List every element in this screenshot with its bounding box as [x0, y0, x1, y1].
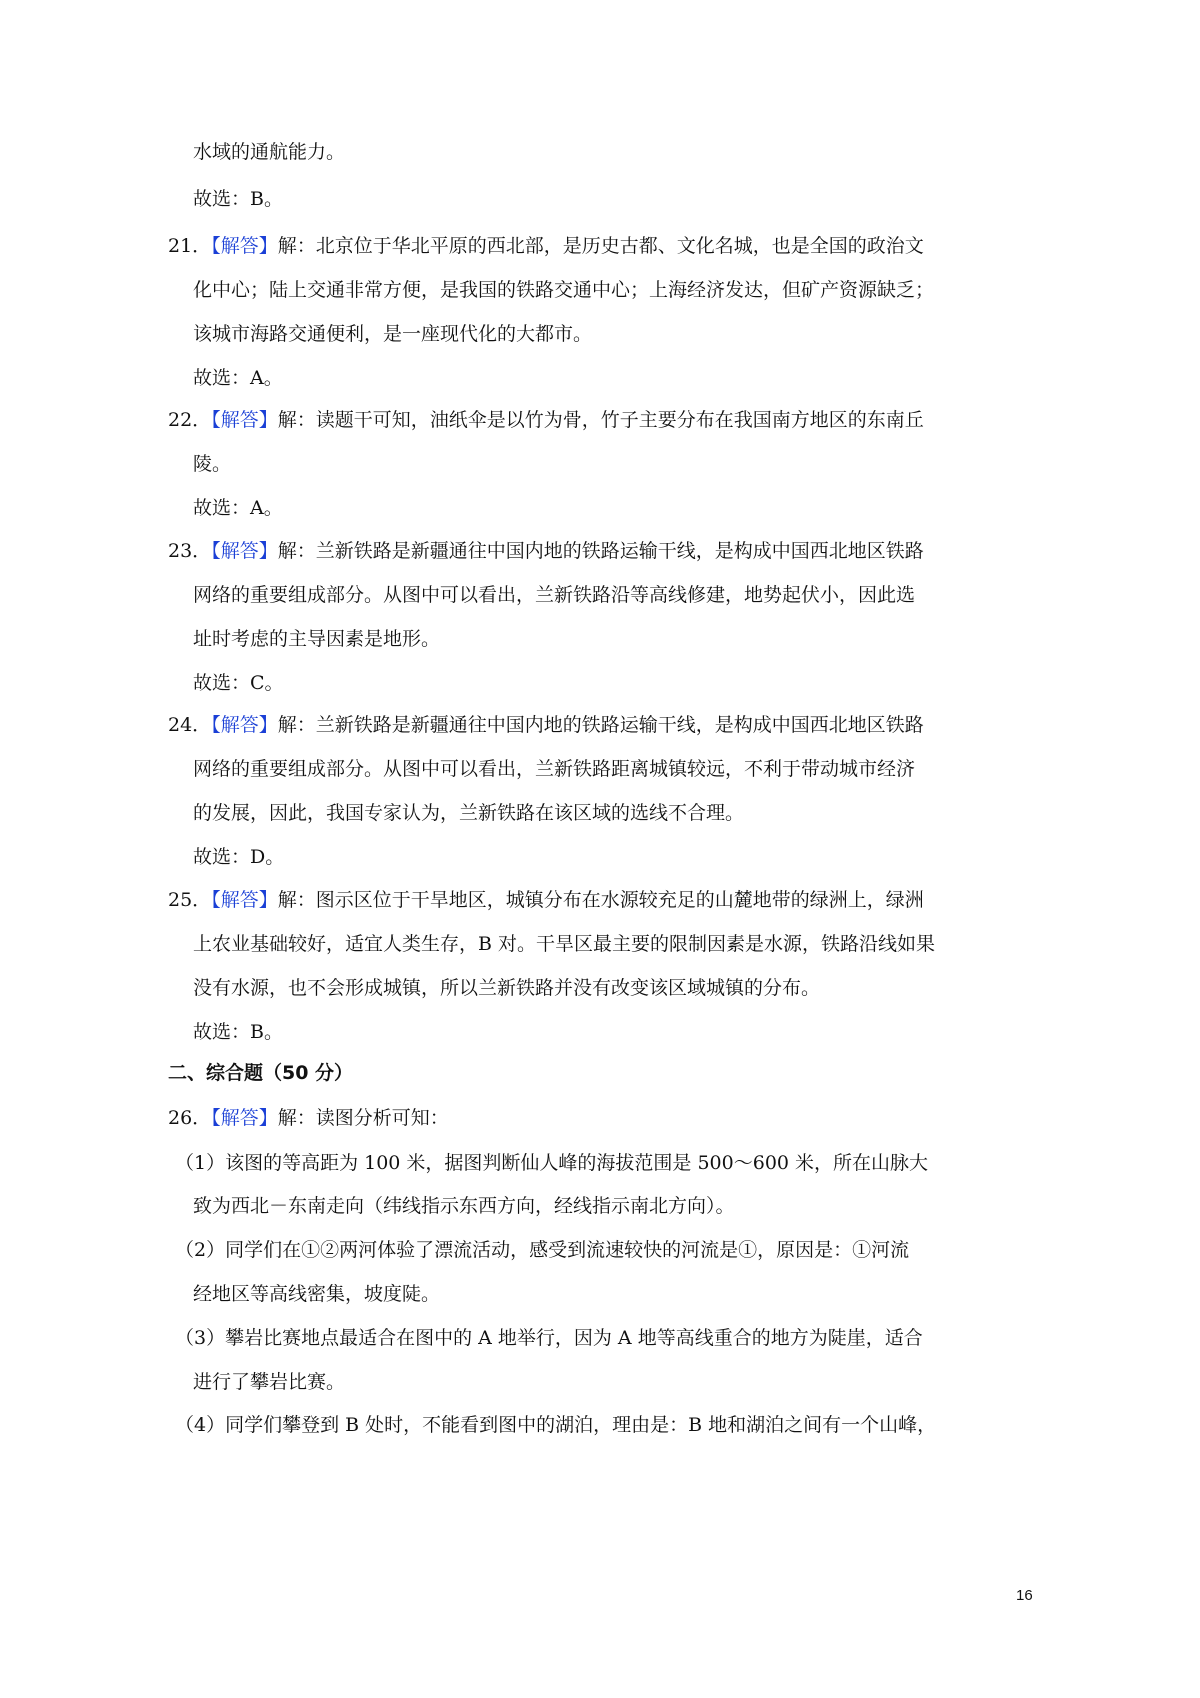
text-line: 解：兰新铁路是新疆通往中国内地的铁路运输干线，是构成中国西北地区铁路: [277, 714, 924, 736]
answer-tag: 【解答】: [211, 235, 278, 257]
text-line: 进行了攀岩比赛。: [193, 1371, 346, 1393]
answer-tag: 【解答】: [211, 409, 278, 431]
text-line: 解：兰新铁路是新疆通往中国内地的铁路运输干线，是构成中国西北地区铁路: [277, 540, 924, 562]
text-line: 上农业基础较好，适宜人类生存，B 对。干旱区最主要的限制因素是水源，铁路沿线如果: [193, 933, 936, 955]
text-line: 的发展，因此，我国专家认为，兰新铁路在该区域的选线不合理。: [193, 802, 745, 824]
answer-line: 故选：B。: [193, 188, 283, 210]
text-line: （3）攀岩比赛地点最适合在图中的 A 地举行，因为 A 地等高线重合的地方为陡崖，适合: [175, 1327, 923, 1349]
answer-line: 故选：B。: [193, 1021, 283, 1043]
text-line: 址时考虑的主导因素是地形。: [193, 628, 441, 650]
text-line: 没有水源，也不会形成城镇，所以兰新铁路并没有改变该区域城镇的分布。: [193, 977, 821, 999]
text-line: 致为西北－东南走向（纬线指示东西方向，经线指示南北方向）。: [193, 1195, 735, 1217]
question-23: [168, 538, 924, 564]
question-number: 21．: [168, 235, 212, 257]
text-line: 解：北京位于华北平原的西北部，是历史古都、文化名城，也是全国的政治文: [277, 235, 924, 257]
text-line: 网络的重要组成部分。从图中可以看出，兰新铁路沿等高线修建，地势起伏小，因此选: [193, 584, 916, 606]
question-number: 22．: [168, 409, 212, 431]
question-22: [168, 407, 924, 433]
text-line: 经地区等高线密集，坡度陡。: [193, 1283, 441, 1305]
text-line: 解：图示区位于干旱地区，城镇分布在水源较充足的山麓地带的绿洲上，绿洲: [277, 889, 924, 911]
text-line: 该城市海路交通便利，是一座现代化的大都市。: [193, 323, 593, 345]
answer-tag: 【解答】: [211, 889, 278, 911]
text-line: （1）该图的等高距为 100 米，据图判断仙人峰的海拔范围是 500～600 米，所在山脉大: [175, 1152, 929, 1174]
question-number: 26．: [168, 1107, 212, 1129]
answer-line: 故选：C。: [193, 672, 284, 694]
text-line: （4）同学们攀登到 B 处时，不能看到图中的湖泊，理由是：B 地和湖泊之间有一个山峰，: [175, 1414, 937, 1436]
answer-tag: 【解答】: [211, 714, 278, 736]
answer-line: 故选：D。: [193, 846, 285, 868]
section-heading: 二、综合题（50 分）: [168, 1062, 354, 1084]
question-26: [168, 1105, 449, 1131]
question-number: 25．: [168, 889, 212, 911]
page-number: 16: [1016, 1587, 1033, 1604]
question-24: [168, 712, 924, 738]
text-line: 陵。: [193, 453, 232, 475]
text-line: 化中心；陆上交通非常方便，是我国的铁路交通中心；上海经济发达，但矿产资源缺乏；: [193, 279, 935, 301]
answer-line: 故选：A。: [193, 497, 283, 519]
text-line: 解：读图分析可知：: [277, 1107, 449, 1129]
text-line: （2）同学们在①②两河体验了漂流活动，感受到流速较快的河流是①，原因是：①河流: [175, 1239, 910, 1261]
text-line: 网络的重要组成部分。从图中可以看出，兰新铁路距离城镇较远，不利于带动城市经济: [193, 758, 916, 780]
question-number: 24．: [168, 714, 212, 736]
answer-tag: 【解答】: [211, 540, 278, 562]
question-number: 23．: [168, 540, 212, 562]
answer-line: 故选：A。: [193, 367, 283, 389]
question-25: [168, 887, 924, 913]
text-line: 解：读题干可知，油纸伞是以竹为骨，竹子主要分布在我国南方地区的东南丘: [277, 409, 924, 431]
question-21: [168, 233, 924, 259]
text-line: 水域的通航能力。: [193, 141, 346, 163]
answer-tag: 【解答】: [211, 1107, 278, 1129]
